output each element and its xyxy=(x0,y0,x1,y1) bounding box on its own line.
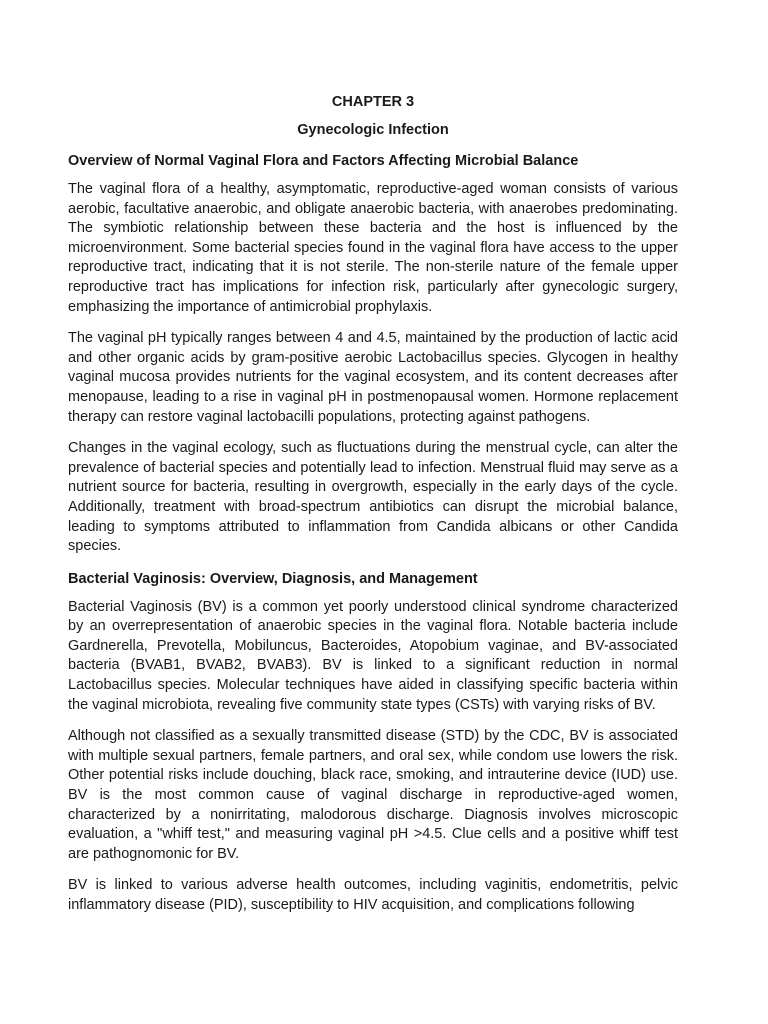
paragraph: The vaginal pH typically ranges between 4 and 4.5, maintained by the production of lactic acid and other organic acids by gram-positive aerobic Lactobacillus species. Glycogen in healthy vaginal mucosa provides nutrients for the vaginal ecosystem, and its content decreases after menopause, leading to a rise in vaginal pH in postmenopausal women. Hormone replacement therapy can restore vaginal lactobacilli populations, protecting against pathogens. xyxy=(68,330,678,425)
chapter-title: Gynecologic Infection xyxy=(297,122,449,138)
paragraph: BV is linked to various adverse health outcomes, including vaginitis, endometritis, pelvic inflammatory disease (PID), susceptibility to HIV acquisition, and complications following xyxy=(68,877,678,913)
section-normal-flora xyxy=(68,151,678,557)
section-bacterial-vaginosis xyxy=(68,569,678,916)
chapter-number: CHAPTER 3 xyxy=(331,94,415,110)
section-heading: Bacterial Vaginosis: Overview, Diagnosis, and Management xyxy=(68,570,478,587)
paragraph: Bacterial Vaginosis (BV) is a common yet poorly understood clinical syndrome characterized by an overrepresentation of anaerobic species in the vaginal flora. Notable bacteria include Gardnerella, Prevotella, Mobiluncus, Bacteroides, Atopobium vaginae, and BV-associated bacteria (BVAB1, BVAB2, BVAB3). BV is linked to a significant reduction in normal Lactobacillus species. Molecular techniques have aided in classifying specific bacteria within the vaginal microbiota, revealing five community state types (CSTs) with varying risks of BV. xyxy=(68,598,678,713)
section-heading: Overview of Normal Vaginal Flora and Factors Affecting Microbial Balance xyxy=(68,153,579,169)
paragraph: Although not classified as a sexually transmitted disease (STD) by the CDC, BV is associated with multiple sexual partners, female partners, and oral sex, while condom use lowers the risk. Other potential risks include douching, black race, smoking, and intrauterine device (IUD) use. BV is the most common cause of vaginal discharge in reproductive-aged women, characterized by a nonirritating, malodorous discharge. Diagnosis involves microscopic evaluation, a "whiff test," and measuring vaginal pH >4.5. Clue cells and a positive whiff test are pathognomonic for BV. xyxy=(68,728,678,862)
paragraph: Changes in the vaginal ecology, such as fluctuations during the menstrual cycle, can alter the prevalence of bacterial species and potentially lead to infection. Menstrual fluid may serve as a nutrient source for bacteria, resulting in overgrowth, especially in the early days of the cycle. Additionally, treatment with broad-spectrum antibiotics can disrupt the microbial balance, leading to symptoms attributed to inflammation from Candida albicans or other Candida species. xyxy=(68,440,678,555)
paragraph: The vaginal flora of a healthy, asymptomatic, reproductive-aged woman consists of various aerobic, facultative anaerobic, and obligate anaerobic bacteria, with anaerobes predominating. The symbiotic relationship between these bacteria and the host is influenced by the microenvironment. Some bacterial species found in the vaginal flora have access to the upper reproductive tract, indicating that it is not sterile. The non-sterile nature of the female upper reproductive tract has implications for infection risk, particularly after gynecologic surgery, emphasizing the importance of antimicrobial prophylaxis. xyxy=(68,181,678,315)
